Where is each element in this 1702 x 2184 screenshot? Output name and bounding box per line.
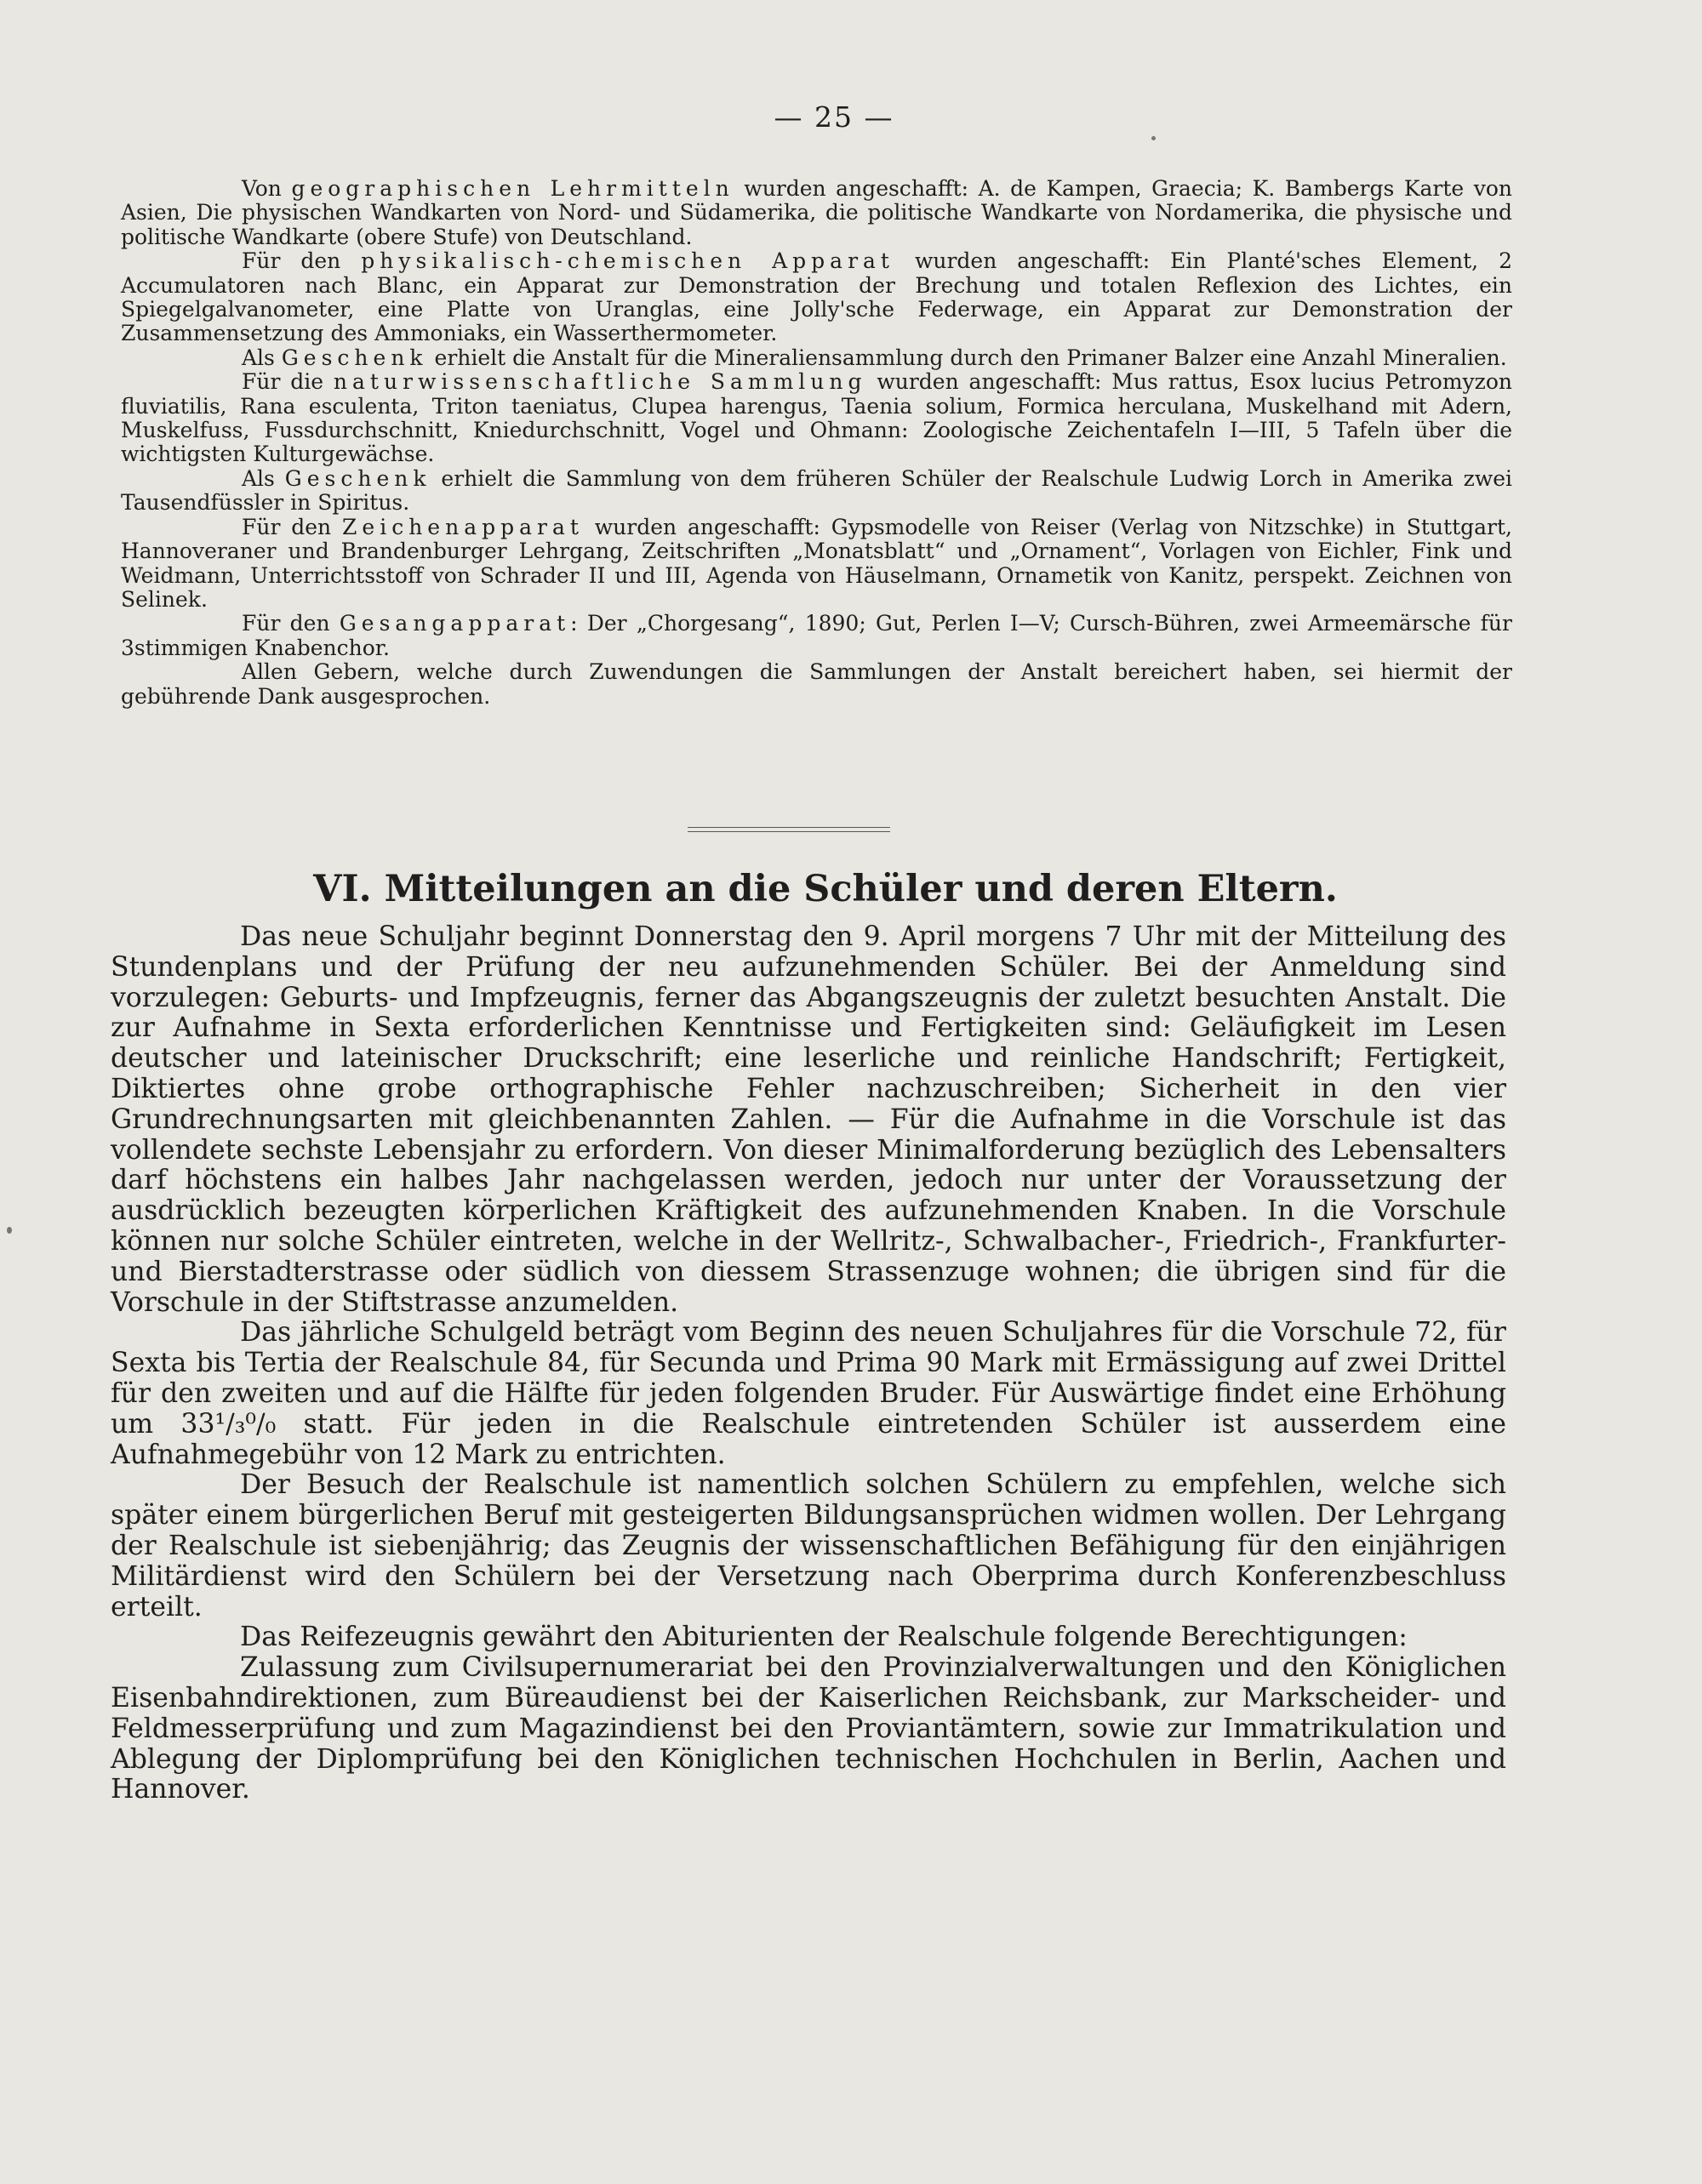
acquisition-paragraph [121, 612, 1512, 660]
text-run: Von [242, 176, 292, 201]
paragraph-school-year: Das neue Schuljahr beginnt Donnerstag den 9. April morgens 7 Uhr mit der Mitteilung des Stundenplans und der Prüfung der neu aufzunehmenden Schüler. Bei der Anmeldung sind vorzulegen: Geburts- und Impfzeugnis, ferner das Abgangszeugnis der zuletzt besuchten Anstalt. Die zur Aufnahme in Sexta erforderlichen Kenntnisse und Fertigkeiten sind: Geläufigkeit im Lesen deutscher und lateinischer Druckschrift; eine leserliche und reinliche Handschrift; Fertigkeit, Diktiertes ohne grobe orthographische Fehler nachzuschreiben; Sicherheit in den vier Grundrechnungsarten mit gleichbenannten Zahlen. — Für die Aufnahme in die Vorschule ist das vollendete sechste Lebensjahr zu erfordern. Von dieser Minimalforderung bezüglich des Lebensalters darf höchstens ein halbes Jahr nachgelassen werden, jedoch nur unter der Voraussetzung der ausdrücklich bezeugten körperlichen Kräftigkeit des aufzunehmenden Knaben. In die Vorschule können nur solche Schüler eintreten, welche in der Wellritz-, Schwalbacher-, Friedrich-, Frankfurter- und Bierstadterstrasse oder südlich von diessem Strassenzuge wohnen; die übrigen sind für die Vorschule in der Stiftstrasse anzumelden. [111, 921, 1506, 1318]
emphasized-term: Geschenk [284, 465, 431, 491]
text-run: erhielt die Anstalt für die Mineraliensammlung durch den Primaner Balzer eine Anzahl Mineralien. [427, 345, 1507, 370]
text-run: Für den [242, 611, 340, 636]
acquisition-paragraph [121, 467, 1512, 516]
acquisitions-section [121, 177, 1512, 709]
text-run: wurden angeschafft: Gypsmodelle von Reiser (Verlag von Nitzschke) in Stuttgart, Hannoveraner und Brandenburger Lehrgang, Zeitschriften „Monatsblatt“ und „Ornament“, Vorlagen von Eichler, Fink und Weidmann, Unterrichtsstoff von Schrader II und III, Agenda von Häuselmann, Ornametik von Kanitz, perspekt. Zeichnen von Selinek. [121, 514, 1512, 612]
section-divider [688, 827, 890, 832]
emphasized-term: Gesangapparat [339, 611, 571, 636]
acquisition-paragraph [121, 516, 1512, 613]
print-speck [7, 1227, 12, 1234]
paragraph-reifezeugnis: Das Reifezeugnis gewährt den Abiturienten der Realschule folgende Berechtigungen: [240, 1622, 1408, 1653]
text-run: wurden angeschafft: A. de Kampen, Graecia; K. Bambergs Karte von Asien, Die physischen Wandkarten von Nord- und Südamerika, die politische Wandkarte von Nordamerika, die physische und politische Wandkarte (obere Stufe) von Deutschland. [121, 176, 1513, 249]
text-run: Allen Gebern, welche durch Zuwendungen die Sammlungen der Anstalt bereichert haben, sei hiermit der gebührende Dank ausgesprochen. [121, 659, 1512, 709]
announcements-section [111, 922, 1506, 1805]
paragraph-realschule-visit: Der Besuch der Realschule ist namentlich solchen Schülern zu empfehlen, welche sich später einem bürgerlichen Beruf mit gesteigerten Bildungsansprüchen widmen wollen. Der Lehrgang der Realschule ist siebenjährig; das Zeugnis der wissenschaftlichen Befähigung für den einjährigen Militärdienst wird den Schülern bei der Versetzung nach Oberprima durch Konferenzbeschluss erteilt. [111, 1469, 1506, 1622]
acquisition-paragraph [121, 346, 1512, 370]
text-run: wurden angeschafft: Ein Planté'sches Element, 2 Accumulatoren nach Blanc, ein Apparat zur Demonstration der Brechung und totalen Reflexion des Lichtes, ein Spiegelgalvanometer, eine Platte von Uranglas, eine Jolly'sche Federwage, ein Apparat zur Demonstration der Zusammensetzung des Ammoniaks, ein Wasserthermometer. [121, 248, 1512, 346]
text-run: : Der „Chorgesang“, 1890; Gut, Perlen I—V; Cursch-Bühren, zwei Armeemärsche für 3stimmigen Knabenchor. [121, 611, 1512, 660]
acquisition-paragraph [121, 660, 1512, 709]
paragraph-school-fees: Das jährliche Schulgeld beträgt vom Beginn des neuen Schuljahres für die Vorschule 72, für Sexta bis Tertia der Realschule 84, für Secunda und Prima 90 Mark mit Ermässigung auf zwei Drittel für den zweiten und auf die Hälfte für jeden folgenden Bruder. Für Auswärtige findet eine Erhöhung um 33¹/₃⁰/₀ statt. Für jeden in die Realschule eintretenden Schüler ist ausserdem eine Aufnahmegebühr von 12 Mark zu entrichten. [111, 1317, 1506, 1470]
text-run: Für den [242, 248, 362, 274]
paragraph-berechtigungen: Zulassung zum Civilsupernumerariat bei den Provinzialverwaltungen und den Königlichen Eisenbahndirektionen, zum Büreaudienst bei der Kaiserlichen Reichsbank, zur Markscheider- und Feldmesserprüfung und zum Magazindienst bei den Proviantämtern, sowie zur Immatrikulation und Ablegung der Diplomprüfung bei den Königlichen technischen Hochchulen in Berlin, Aachen und Hannover. [111, 1652, 1506, 1805]
text-run: wurden angeschafft: Mus rattus, Esox lucius Petromyzon fluviatilis, Rana esculenta, Triton taeniatus, Clupea harengus, Taenia solium, Formica herculana, Muskelhand mit Adern, Muskelfuss, Fussdurchschnitt, Kniedurchschnitt, Vogel und Ohmann: Zoologische Zeichentafeln I—III, 5 Tafeln über die wichtigsten Kulturgewächse. [121, 369, 1512, 467]
print-speck [1151, 136, 1156, 140]
acquisition-paragraph [121, 249, 1512, 346]
emphasized-term: physikalisch-chemischen Apparat [361, 248, 894, 274]
emphasized-term: Geschenk [281, 345, 428, 370]
emphasized-term: naturwissenschaftliche Sammlung [333, 369, 867, 395]
acquisition-paragraph [121, 370, 1512, 467]
page-number: — 25 — [774, 100, 894, 134]
text-run: Für die [242, 369, 334, 395]
emphasized-term: geographischen Lehrmitteln [291, 176, 734, 201]
text-run: erhielt die Sammlung von dem früheren Schüler der Realschule Ludwig Lorch in Amerika zwei Tausendfüssler in Spiritus. [121, 465, 1513, 516]
emphasized-term: Zeichenapparat [342, 514, 584, 539]
text-run: Als [242, 345, 282, 370]
acquisition-paragraph [121, 177, 1512, 249]
text-run: Als [242, 465, 285, 491]
text-run: Für den [242, 514, 343, 539]
section-heading: VI. Mitteilungen an die Schüler und deren Eltern. [313, 868, 1338, 910]
